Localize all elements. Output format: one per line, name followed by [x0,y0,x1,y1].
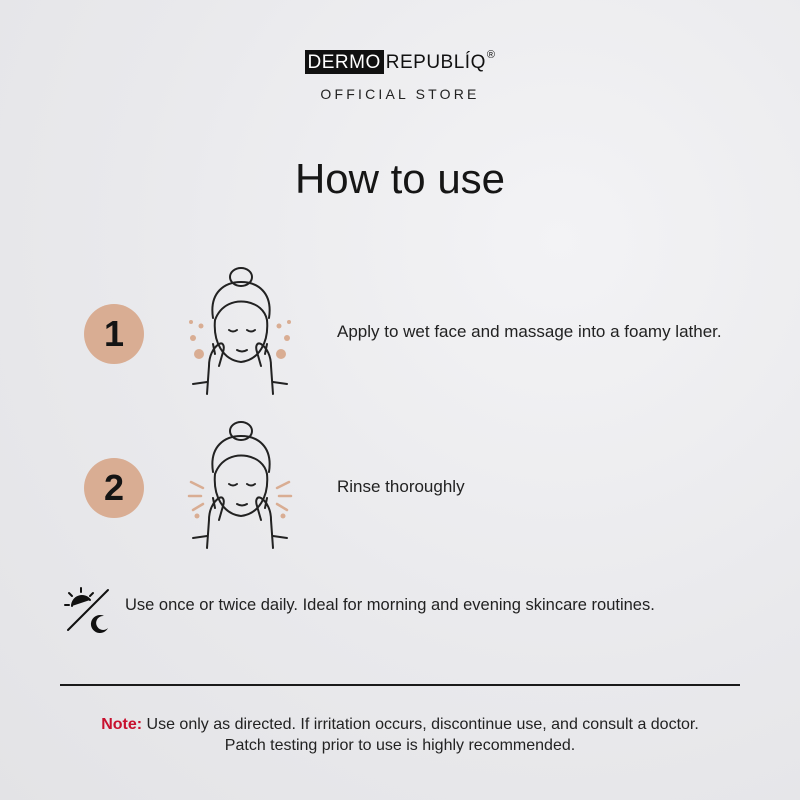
note-line-2: Patch testing prior to use is highly recommended. [224,737,576,754]
logo-dark-part: DERMO [305,50,384,74]
brand-header [0,50,800,102]
official-store-label: OFFICIAL STORE [320,86,480,102]
logo-light-part: REPUBLÍQ [385,52,486,73]
step-2-badge: 2 [84,458,144,518]
note-label: Note: [101,716,143,733]
brand-logo [305,50,496,74]
step-2-text: Rinse thoroughly [337,477,465,496]
page-title: How to use [294,155,506,202]
step-1-text: Apply to wet face and massage into a foamy lather. [337,322,722,341]
face-massage-foam-icon [185,262,295,400]
note-text-1: Use only as directed. If irritation occurs, discontinue use, and consult a doctor. [142,716,699,733]
divider [60,684,740,686]
face-rinse-splash-icon [185,416,295,554]
step-1-badge: 1 [84,304,144,364]
safety-note [0,714,800,756]
note-line-1 [0,714,800,735]
registered-mark: ® [486,49,496,61]
usage-frequency-text: Use once or twice daily. Ideal for morning and evening skincare routines. [125,596,655,614]
sun-moon-icon [64,586,114,634]
